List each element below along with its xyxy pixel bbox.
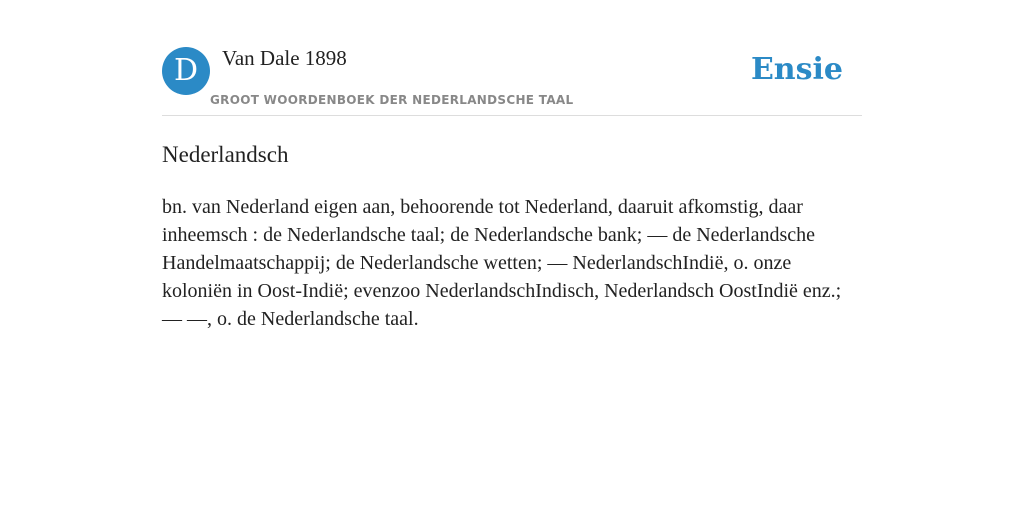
entry-definition: bn. van Nederland eigen aan, behoorende tot Nederland, daaruit afkomstig, daar inheemsch : de Nederlandsche taal; de Nederlandsche bank; — de Nederlandsche Handelmaatschappij; de Nederlandsche wetten; — NederlandschIndië, o. onze koloniën in Oost-Indië; evenzoo NederlandschIndisch, Nederlandsch OostIndië enz.; — —, o. de Nederlandsche taal. — [162, 196, 842, 330]
entry-headword: Nederlandsch — [162, 142, 289, 167]
dictionary-subtitle: GROOT WOORDENBOEK DER NEDERLANDSCHE TAAL — [210, 93, 574, 107]
dictionary-title[interactable]: Van Dale 1898 — [222, 46, 347, 70]
ensie-brand-link[interactable]: Ensie — [750, 52, 843, 87]
dictionary-logo[interactable]: D — [162, 47, 210, 95]
dictionary-header — [162, 46, 862, 116]
